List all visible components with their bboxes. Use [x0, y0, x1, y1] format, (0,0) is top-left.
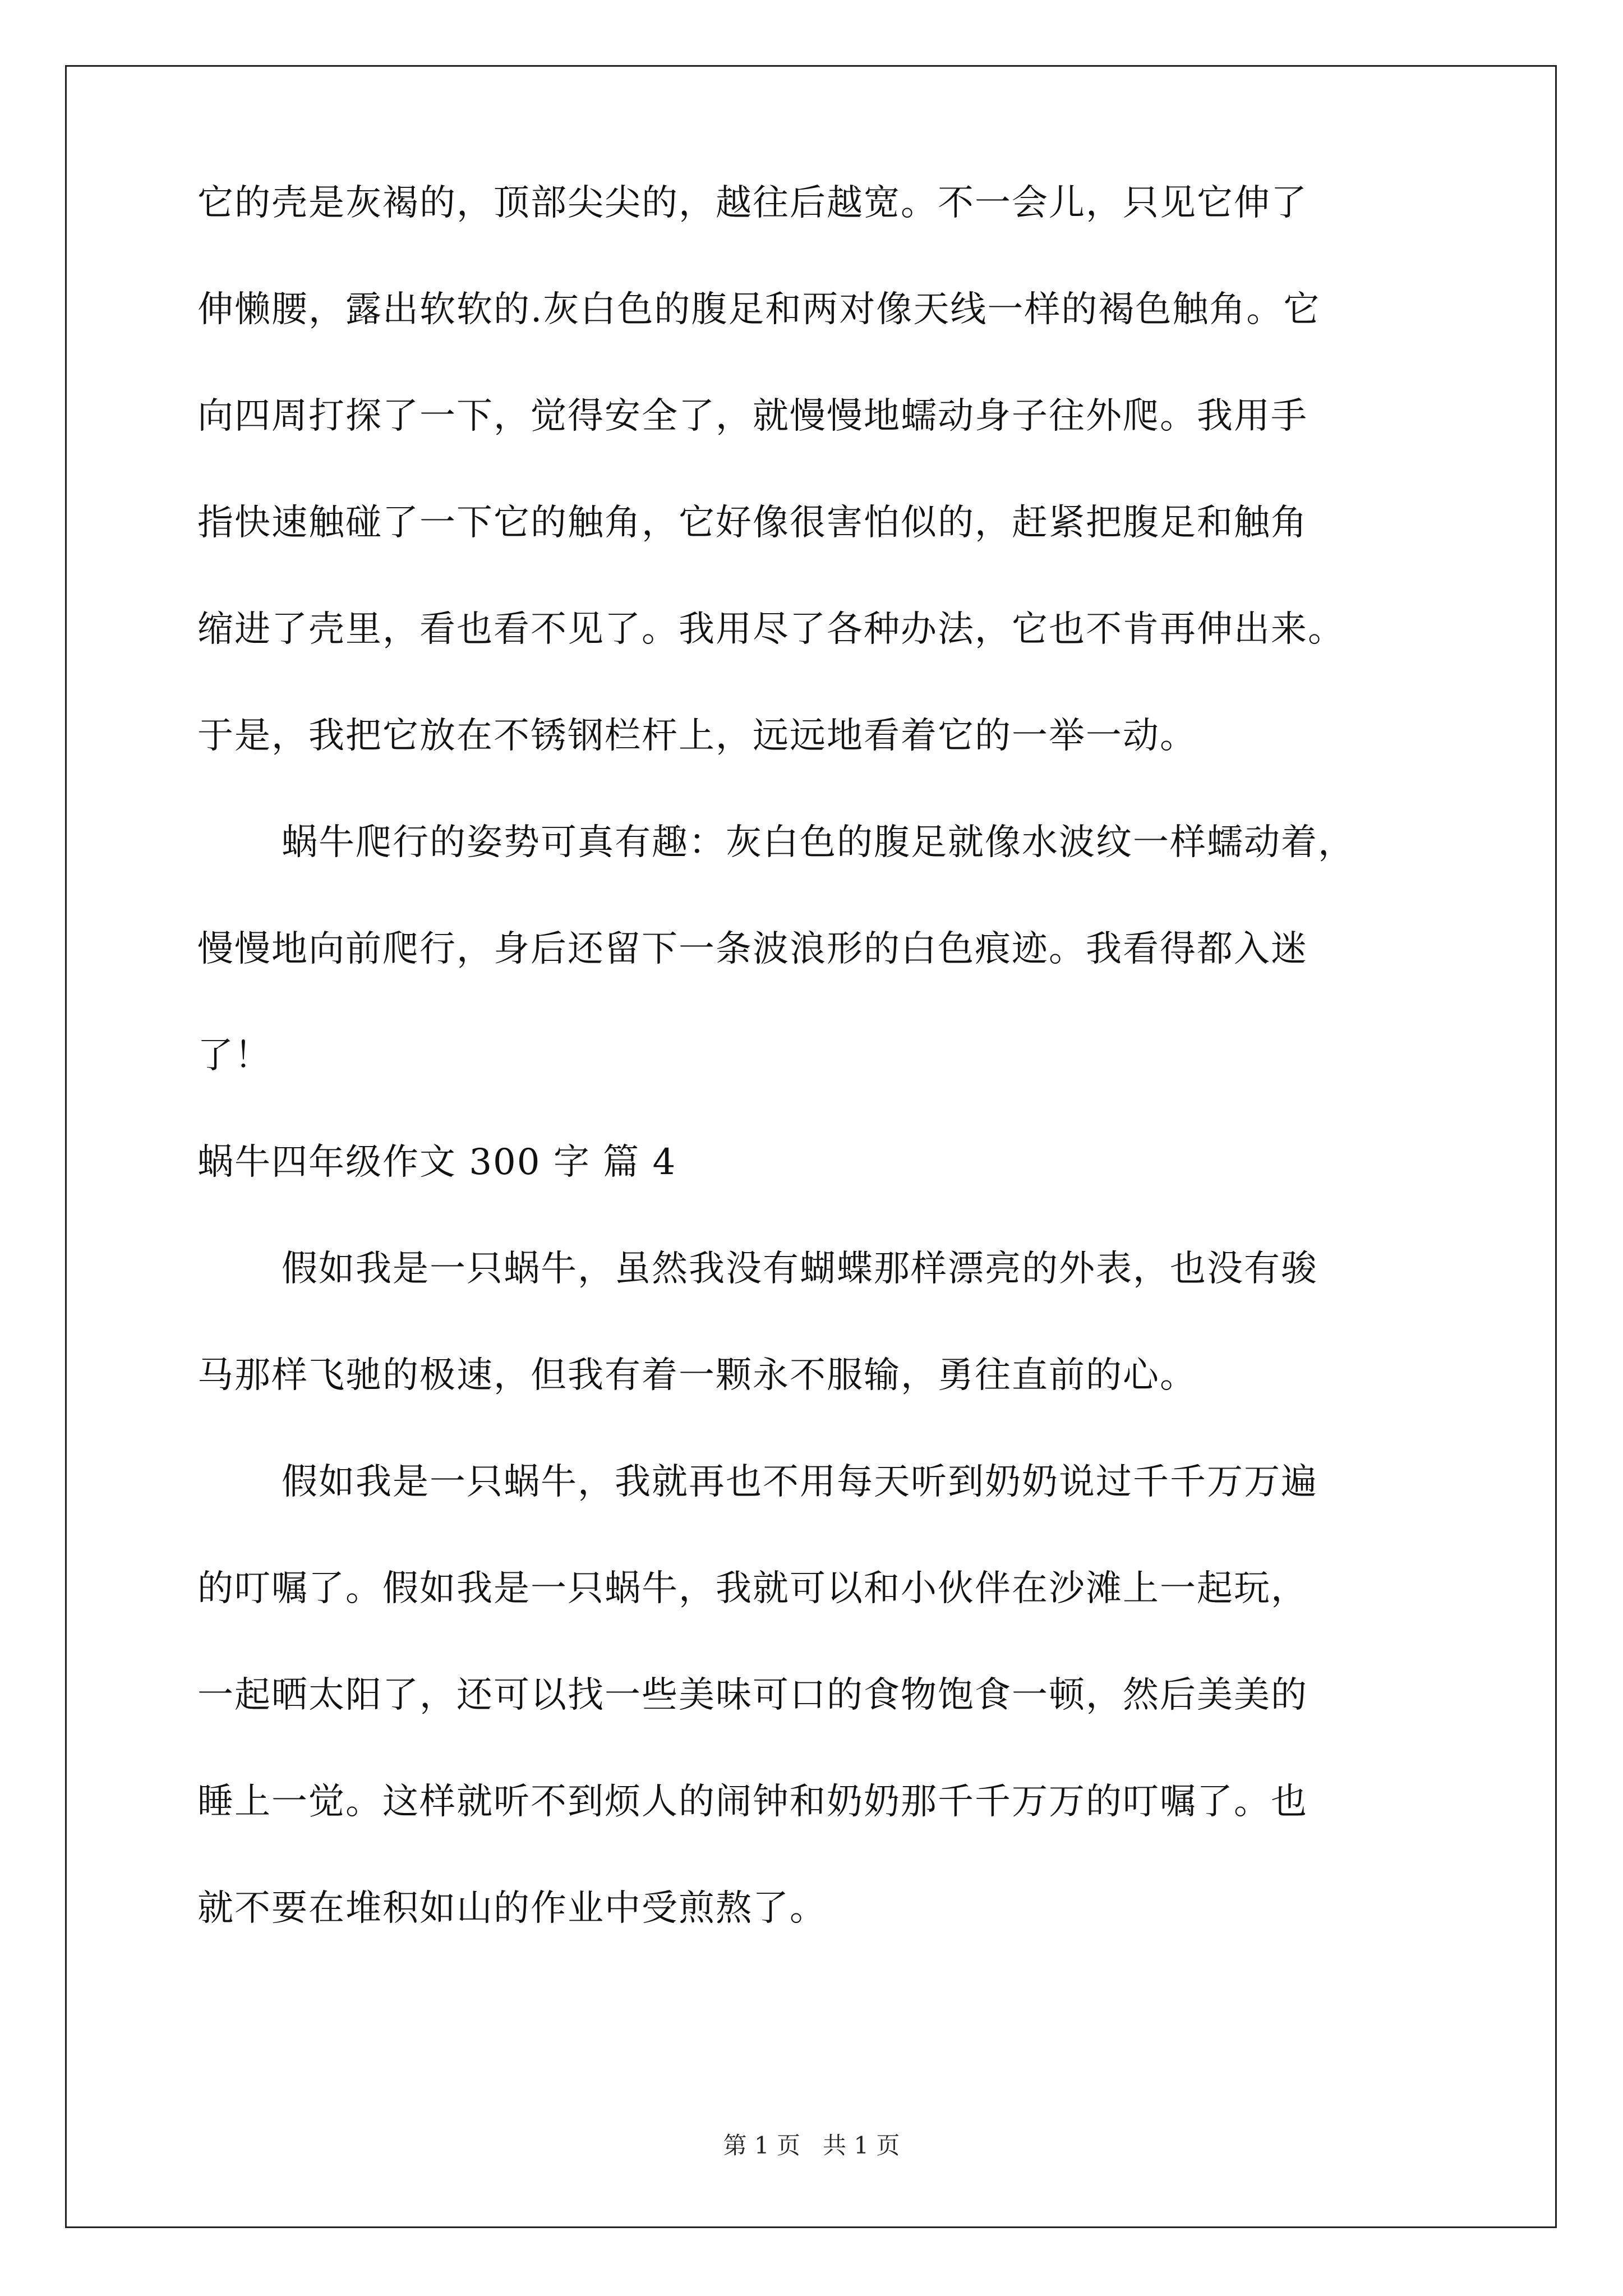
paragraph-line: 缩进了壳里，看也看不见了。我用尽了各种办法，它也不肯再伸出来。 [197, 609, 1345, 650]
paragraph-line: 伸懒腰，露出软软的.灰白色的腹足和两对像天线一样的褐色触角。它 [197, 289, 1321, 330]
paragraph-line: 它的壳是灰褐的，顶部尖尖的，越往后越宽。不一会儿，只见它伸了 [197, 182, 1308, 224]
section-heading: 蜗牛四年级作文 300 字 篇 4 [197, 1142, 677, 1183]
paragraph-line: 慢慢地向前爬行，身后还留下一条波浪形的白色痕迹。我看得都入迷 [197, 928, 1308, 970]
paragraph-line: 了！ [197, 1035, 271, 1076]
paragraph-line: 假如我是一只蜗牛，虽然我没有蝴蝶那样漂亮的外表，也没有骏 [282, 1248, 1318, 1290]
paragraph-line: 马那样飞驰的极速，但我有着一颗永不服输，勇往直前的心。 [197, 1355, 1197, 1396]
page-number: 第 1 页 [723, 2132, 800, 2159]
paragraph-line: 就不要在堆积如山的作业中受煎熬了。 [197, 1888, 827, 1929]
paragraph-line: 于是，我把它放在不锈钢栏杆上，远远地看着它的一举一动。 [197, 715, 1197, 757]
paragraph-line: 向四周打探了一下，觉得安全了，就慢慢地蠕动身子往外爬。我用手 [197, 395, 1308, 437]
paragraph-line: 蜗牛爬行的姿势可真有趣：灰白色的腹足就像水波纹一样蠕动着， [282, 822, 1355, 863]
paragraph-line: 的叮嘱了。假如我是一只蜗牛，我就可以和小伙伴在沙滩上一起玩， [197, 1568, 1308, 1609]
document-body [197, 182, 1448, 1997]
paragraph-line: 假如我是一只蜗牛，我就再也不用每天听到奶奶说过千千万万遍 [282, 1461, 1318, 1503]
paragraph-line: 睡上一觉。这样就听不到烦人的闹钟和奶奶那千千万万的叮嘱了。也 [197, 1781, 1308, 1823]
page-footer [0, 2134, 1623, 2157]
paragraph-line: 指快速触碰了一下它的触角，它好像很害怕似的，赶紧把腹足和触角 [197, 502, 1308, 544]
paragraph-line: 一起晒太阳了，还可以找一些美味可口的食物饱食一顿，然后美美的 [197, 1674, 1308, 1716]
page-total: 共 1 页 [823, 2132, 900, 2159]
